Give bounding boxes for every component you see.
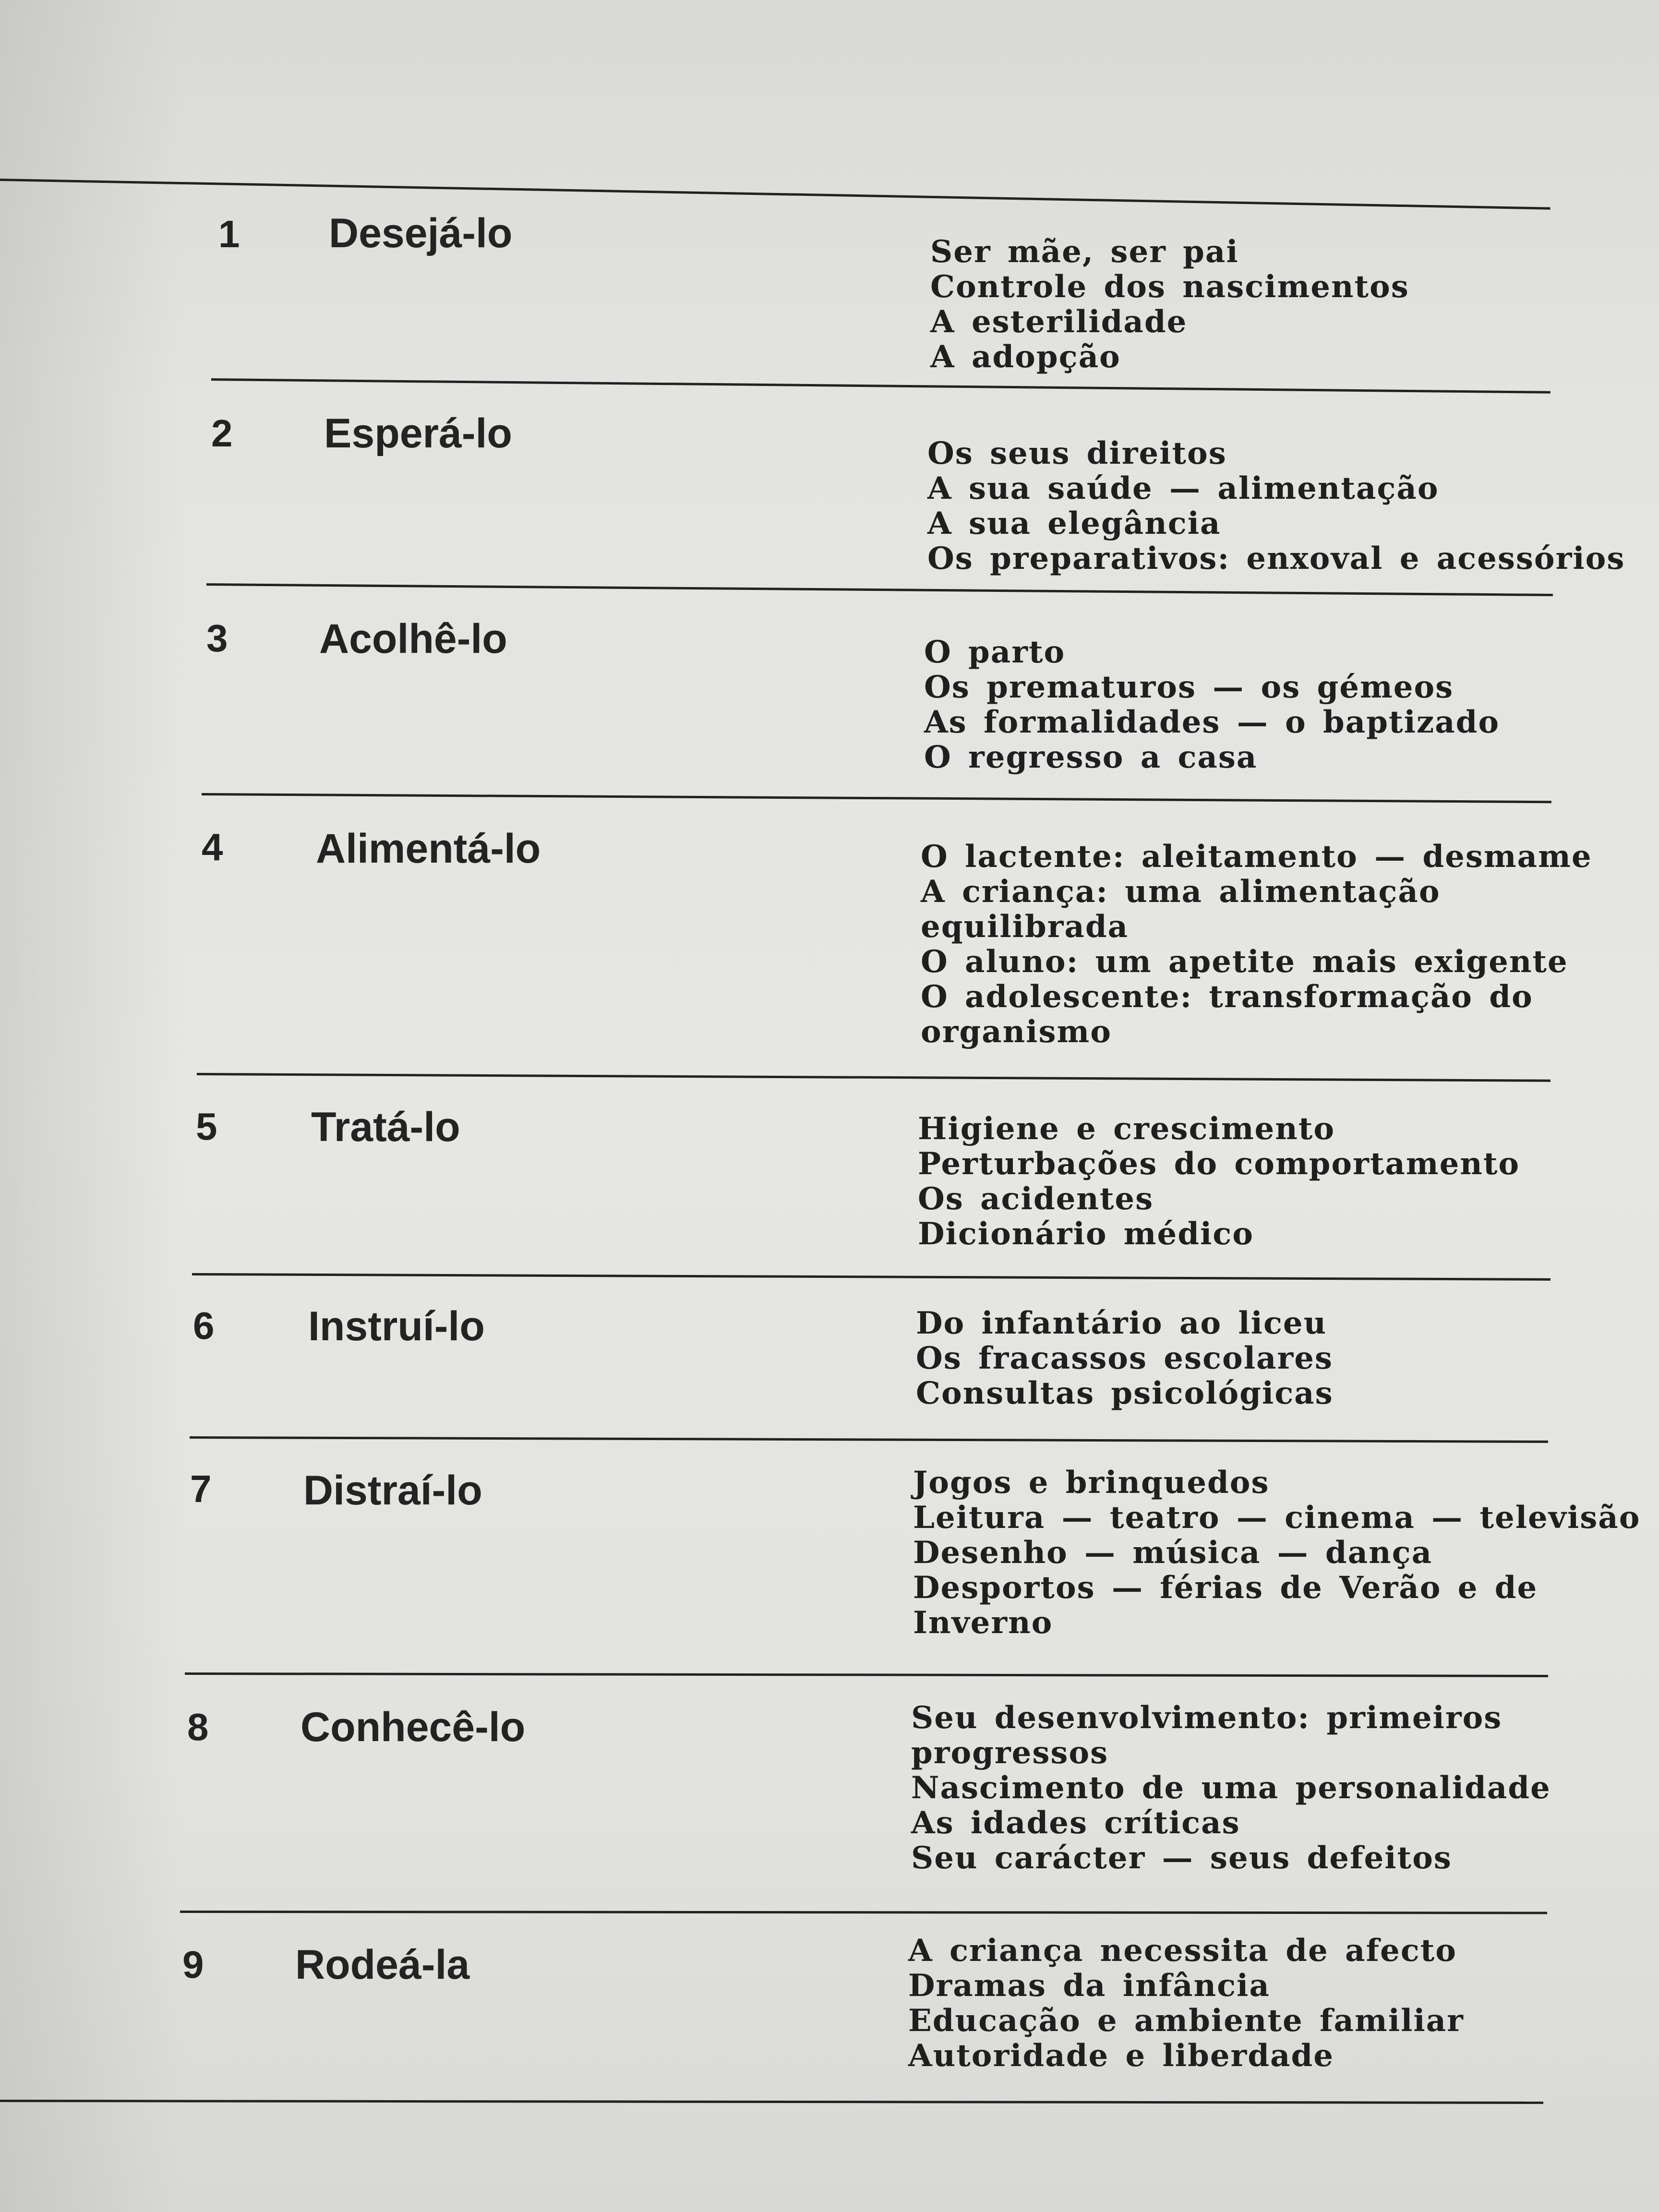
topic-item: A criança necessita de afecto	[908, 1933, 1457, 1969]
chapter-number: 7	[190, 1467, 212, 1510]
chapter-title: Acolhê-lo	[319, 616, 507, 662]
topic-item: Leitura — teatro — cinema — televisão	[913, 1500, 1641, 1536]
chapter-number: 8	[187, 1706, 209, 1748]
topic-item: Os acidentes	[918, 1181, 1154, 1217]
topic-item: Os seus direitos	[927, 435, 1227, 471]
topic-item: A sua saúde — alimentação	[927, 470, 1439, 506]
topic-item: O lactente: aleitamento — desmame	[921, 839, 1592, 875]
chapter-title: Instruí-lo	[308, 1303, 485, 1349]
topic-item: As idades críticas	[911, 1805, 1240, 1841]
divider-rule	[180, 1911, 1547, 1914]
topic-item: A sua elegância	[927, 505, 1221, 541]
chapter-number: 6	[193, 1304, 215, 1347]
topic-item: Os preparativos: enxoval e acessórios	[927, 541, 1625, 577]
divider-rule	[202, 793, 1551, 803]
topic-item: As formalidades — o baptizado	[924, 704, 1500, 740]
topic-item: Jogos e brinquedos	[913, 1465, 1270, 1501]
topic-item: Perturbações do comportamento	[918, 1146, 1520, 1182]
topic-list	[911, 1700, 1551, 1875]
topic-list	[927, 436, 1625, 576]
page-shadow	[0, 0, 182, 2212]
divider-rule	[190, 1436, 1548, 1443]
topic-item: O regresso a casa	[924, 739, 1258, 775]
topic-item: Ser mãe, ser pai	[930, 234, 1239, 270]
topic-item: Os prematuros — os gémeos	[924, 669, 1454, 705]
chapter-number: 1	[218, 213, 240, 255]
topic-item: progressos	[911, 1735, 1109, 1771]
topic-item: Consultas psicológicas	[916, 1375, 1334, 1411]
topic-list	[930, 234, 1409, 374]
topic-list	[918, 1111, 1520, 1251]
topic-item: Seu carácter — seus defeitos	[911, 1840, 1452, 1876]
topic-item: O parto	[924, 634, 1066, 670]
chapter-title: Distraí-lo	[303, 1467, 482, 1514]
topic-item: Dicionário médico	[918, 1216, 1254, 1252]
divider-rule	[206, 583, 1553, 596]
chapter-number: 4	[202, 826, 223, 868]
topic-item: Desportos — férias de Verão e de	[913, 1570, 1538, 1606]
topic-item: Dramas da infância	[908, 1968, 1270, 2004]
topic-list	[908, 1933, 1464, 2073]
divider-rule	[211, 378, 1551, 394]
topic-item: Nascimento de uma personalidade	[911, 1770, 1551, 1806]
chapter-title: Rodeá-la	[295, 1942, 470, 1988]
divider-rule	[0, 179, 1550, 210]
chapter-number: 9	[182, 1943, 204, 1986]
chapter-number: 3	[206, 617, 228, 660]
chapter-number: 2	[211, 412, 233, 455]
topic-item: Higiene e crescimento	[918, 1111, 1335, 1147]
topic-item: Os fracassos escolares	[916, 1340, 1333, 1376]
topic-list	[913, 1465, 1640, 1640]
topic-item: O aluno: um apetite mais exigente	[921, 944, 1568, 980]
divider-rule	[192, 1273, 1551, 1281]
topic-item: A criança: uma alimentação	[921, 874, 1441, 910]
topic-item: organismo	[921, 1014, 1112, 1050]
topic-list	[924, 635, 1500, 775]
divider-rule	[185, 1672, 1548, 1677]
chapter-number: 5	[196, 1105, 217, 1148]
chapter-title: Tratá-lo	[311, 1104, 460, 1150]
topic-item: Autoridade e liberdade	[908, 2038, 1334, 2074]
chapter-title: Alimentá-lo	[316, 826, 541, 872]
topic-item: Educação e ambiente familiar	[908, 2003, 1464, 2039]
topic-item: A esterilidade	[930, 304, 1188, 340]
topic-list	[921, 839, 1592, 1049]
topic-item: A adopção	[930, 339, 1121, 375]
chapter-title: Esperá-lo	[324, 410, 512, 457]
chapter-title: Desejá-lo	[329, 210, 513, 256]
topic-item: Desenho — música — dança	[913, 1535, 1433, 1571]
divider-rule	[197, 1073, 1551, 1082]
topic-item: O adolescente: transformação do	[921, 979, 1533, 1015]
chapter-title: Conhecê-lo	[301, 1704, 526, 1750]
topic-item: equilibrada	[921, 909, 1129, 945]
topic-item: Seu desenvolvimento: primeiros	[911, 1700, 1503, 1736]
topic-item: Do infantário ao liceu	[916, 1305, 1327, 1341]
topic-item: Inverno	[913, 1605, 1053, 1641]
topic-list	[916, 1306, 1334, 1411]
topic-item: Controle dos nascimentos	[930, 269, 1409, 305]
divider-rule	[0, 2100, 1543, 2104]
